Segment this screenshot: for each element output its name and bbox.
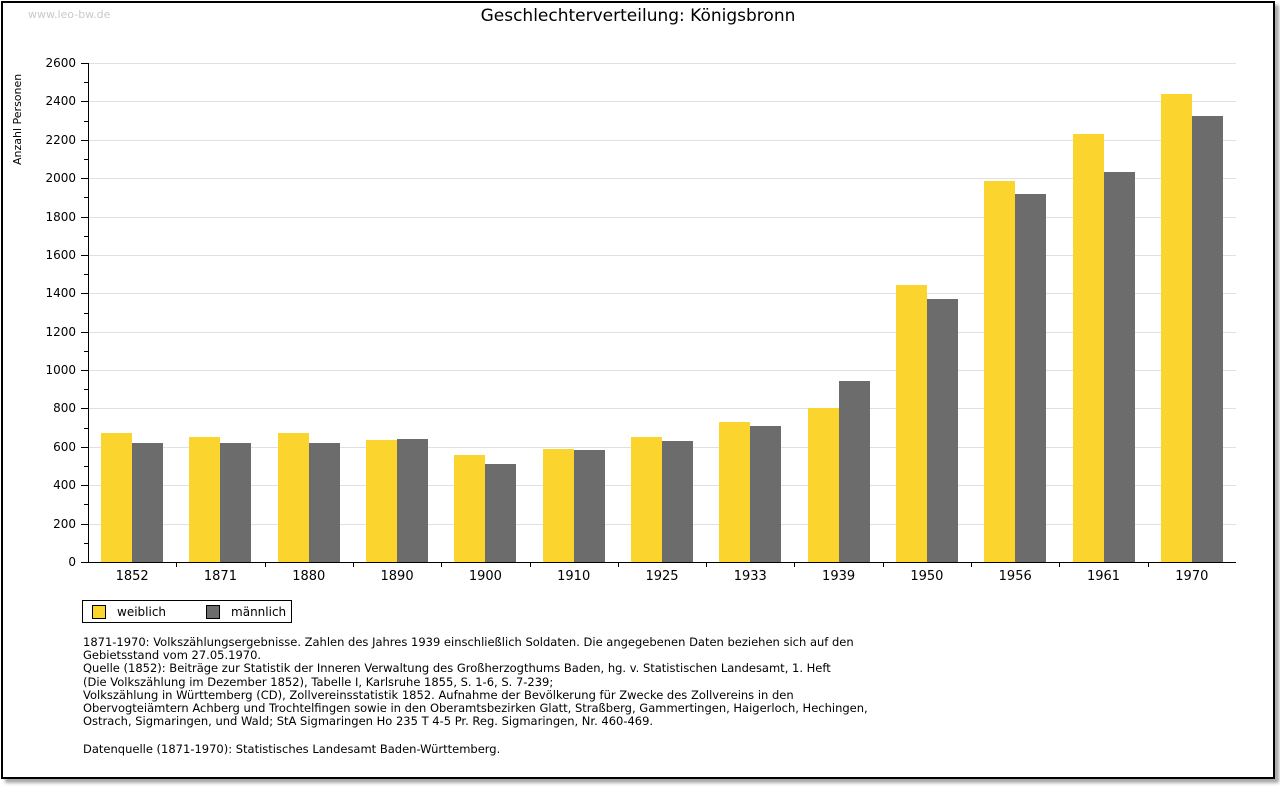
bar-männlich-1950 <box>927 299 958 562</box>
bar-weiblich-1890 <box>366 440 397 562</box>
y-axis-tick-label: 1000 <box>45 363 76 378</box>
bar-männlich-1925 <box>662 441 693 562</box>
x-axis-tick <box>176 563 177 567</box>
bar-männlich-1852 <box>132 443 163 562</box>
x-axis-tick-label: 1910 <box>557 569 591 584</box>
legend-label-maennlich: männlich <box>231 604 287 619</box>
x-axis-tick <box>794 563 795 567</box>
bar-weiblich-1939 <box>808 408 839 562</box>
bar-männlich-1880 <box>309 443 340 562</box>
x-axis-tick-label: 1961 <box>1086 569 1121 584</box>
y-axis-tick <box>81 63 88 64</box>
y-axis-tick-label: 2000 <box>45 171 76 186</box>
bar-weiblich-1852 <box>101 433 132 562</box>
x-axis-tick-label: 1852 <box>115 569 149 584</box>
x-axis-tick <box>1148 563 1149 567</box>
weiblich-swatch-icon <box>92 605 106 619</box>
y-axis-tick <box>81 178 88 179</box>
x-axis-tick-label: 1925 <box>645 569 679 584</box>
y-axis-line <box>88 63 89 563</box>
y-axis-tick-label: 800 <box>53 401 76 416</box>
bar-weiblich-1900 <box>454 455 485 562</box>
x-axis-tick <box>1059 563 1060 567</box>
legend-label-weiblich: weiblich <box>117 604 167 619</box>
gridline <box>88 408 1236 409</box>
bar-weiblich-1925 <box>631 437 662 562</box>
x-axis-tick <box>265 563 266 567</box>
y-axis-tick <box>81 255 88 256</box>
y-axis-tick <box>81 408 88 409</box>
x-axis-tick-label: 1956 <box>998 569 1032 584</box>
footnote-line: Gebietsstand vom 27.05.1970. <box>83 648 262 663</box>
y-axis-tick <box>81 332 88 333</box>
footnote-line: Obervogteiämtern Achberg und Trochtelfingen sowie in den Oberamtsbezirken Glatt, Straßberg, Gammertingen, Haigerloch, Hechingen, <box>83 701 868 716</box>
watermark-link[interactable]: www.leo-bw.de <box>28 8 111 21</box>
maennlich-swatch-icon <box>206 605 220 619</box>
x-axis-tick-label: 1933 <box>733 569 767 584</box>
gridline <box>88 293 1236 294</box>
gridline <box>88 101 1236 102</box>
gridline <box>88 332 1236 333</box>
bar-männlich-1939 <box>839 381 870 562</box>
x-axis-tick-label: 1950 <box>910 569 944 584</box>
bar-weiblich-1970 <box>1161 94 1192 562</box>
x-axis-tick-label: 1970 <box>1175 569 1209 584</box>
x-axis-tick <box>353 563 354 567</box>
x-axis-line <box>88 562 1236 563</box>
footnote-line: Ostrach, Sigmaringen, und Wald; StA Sigmaringen Ho 235 T 4-5 Pr. Reg. Sigmaringen, Nr. 460-469. <box>83 714 654 729</box>
gridline <box>88 63 1236 64</box>
y-axis-tick-label: 1200 <box>45 324 76 339</box>
bar-männlich-1910 <box>574 450 605 562</box>
footnote-line: Volkszählung in Württemberg (CD), Zollvereinsstatistik 1852. Aufnahme der Bevölkerung für Zwecke des Zollvereins in den <box>83 687 794 702</box>
footnote-text <box>83 636 868 728</box>
y-axis-tick-label: 1400 <box>45 286 76 301</box>
y-axis-tick <box>81 524 88 525</box>
y-axis-tick-label: 2400 <box>45 94 76 109</box>
bar-weiblich-1950 <box>896 285 927 562</box>
y-axis-label: Anzahl Personen <box>11 73 24 165</box>
y-axis-tick <box>81 217 88 218</box>
y-axis-tick <box>81 447 88 448</box>
y-axis-tick <box>81 101 88 102</box>
legend-item-maennlich <box>206 605 286 619</box>
x-axis-tick-label: 1880 <box>292 569 326 584</box>
x-axis-tick <box>883 563 884 567</box>
bar-weiblich-1871 <box>189 437 220 562</box>
legend <box>82 600 292 623</box>
datasource-text: Datenquelle (1871-1970): Statistisches Landesamt Baden-Württemberg. <box>83 742 501 756</box>
chart-card <box>1 1 1275 779</box>
bar-männlich-1933 <box>750 426 781 562</box>
bar-weiblich-1956 <box>984 181 1015 562</box>
x-axis-tick-label: 1890 <box>380 569 414 584</box>
bar-männlich-1871 <box>220 443 251 562</box>
bar-weiblich-1880 <box>278 433 309 562</box>
legend-item-weiblich <box>92 605 166 619</box>
x-axis-tick-label: 1939 <box>822 569 856 584</box>
x-axis-tick <box>706 563 707 567</box>
bar-männlich-1961 <box>1104 172 1135 562</box>
bar-männlich-1956 <box>1015 194 1046 562</box>
y-axis-tick-label: 2600 <box>45 56 76 70</box>
y-axis-tick <box>81 140 88 141</box>
y-axis-tick-label: 0 <box>68 555 76 569</box>
gridline <box>88 370 1236 371</box>
x-axis-tick <box>971 563 972 567</box>
footnote-line: 1871-1970: Volkszählungsergebnisse. Zahlen des Jahres 1939 einschließlich Soldaten. Die angegebenen Daten beziehen sich auf den <box>83 635 854 649</box>
x-axis-tick-label: 1871 <box>203 569 237 584</box>
y-axis-tick-label: 400 <box>53 478 76 493</box>
x-axis-tick <box>530 563 531 567</box>
y-axis-tick <box>81 293 88 294</box>
x-axis-tick <box>618 563 619 567</box>
x-axis-tick-label: 1900 <box>468 569 502 584</box>
y-axis-tick <box>81 370 88 371</box>
bar-männlich-1890 <box>397 439 428 562</box>
y-axis-tick-label: 200 <box>53 516 76 531</box>
gridline <box>88 178 1236 179</box>
bar-weiblich-1933 <box>719 422 750 562</box>
y-axis-tick-label: 2200 <box>45 132 76 147</box>
gridline <box>88 255 1236 256</box>
chart-title: Geschlechterverteilung: Königsbronn <box>480 6 796 26</box>
y-axis-tick-label: 1600 <box>45 247 76 262</box>
y-axis-tick <box>81 562 88 563</box>
footnote-line: (Die Volkszählung im Dezember 1852), Tabelle I, Karlsruhe 1855, S. 1-6, S. 7-239; <box>83 674 554 689</box>
bar-weiblich-1910 <box>543 449 574 562</box>
y-axis-tick <box>81 485 88 486</box>
gridline <box>88 140 1236 141</box>
x-axis-tick <box>441 563 442 567</box>
bar-weiblich-1961 <box>1073 134 1104 562</box>
bar-männlich-1970 <box>1192 116 1223 562</box>
y-axis-tick-label: 600 <box>53 439 76 454</box>
bar-männlich-1900 <box>485 464 516 562</box>
y-axis-tick-label: 1800 <box>45 209 76 224</box>
footnote-line: Quelle (1852): Beiträge zur Statistik der Inneren Verwaltung des Großherzogthums Baden, hg. v. Statistischen Landesamt, 1. Heft <box>83 661 831 676</box>
gridline <box>88 217 1236 218</box>
